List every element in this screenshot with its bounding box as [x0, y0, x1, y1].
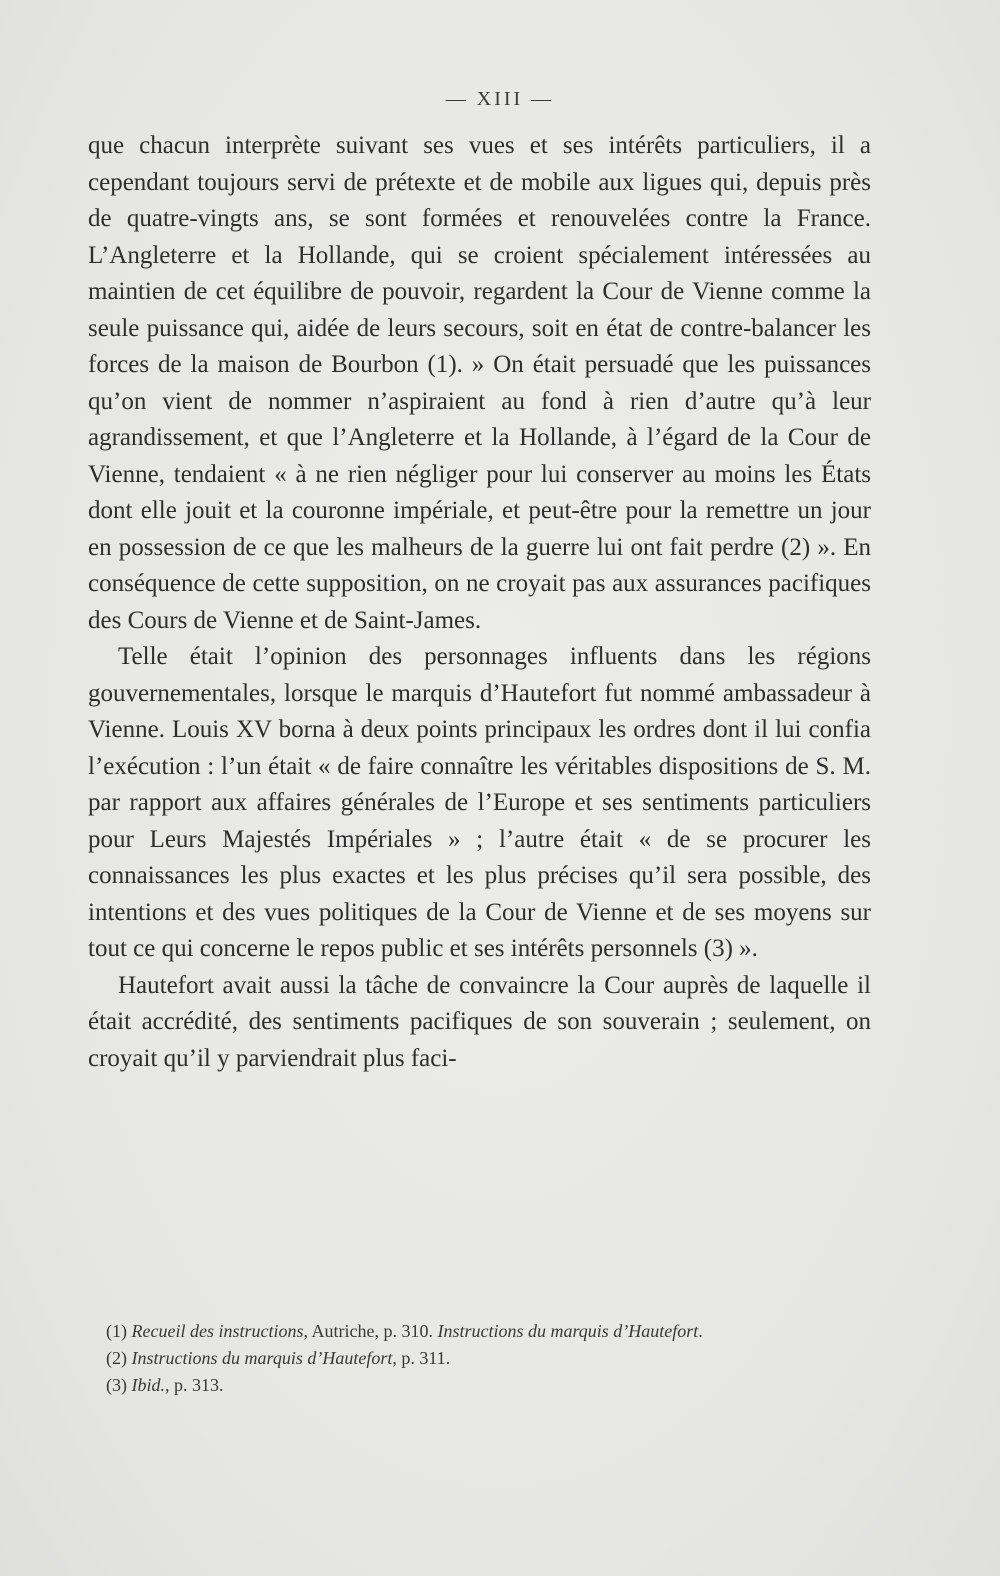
footnote-text: , p. 313.: [165, 1375, 224, 1395]
paragraph-hautefort-appointment: Telle était l’opinion des personnages influents dans les régions gouvernementales, lorsque le marquis d’Hautefort fut nommé ambassadeur à Vienne. Louis XV borna à deux points principaux les ordres dont il lui confia l’exécution : l’un était « de faire connaître les véritables dispositions de S. M. par rapport aux affaires générales de l’Europe et ses sentiments particuliers pour Leurs Majestés Impériales » ; l’autre était « de se procurer les connaissances les plus exactes et les plus précises qu’il sera possible, des intentions et des vues politiques de la Cour de Vienne et de ses moyens sur tout ce qui concerne le repos public et ses intérêts personnels (3) ».: [88, 643, 871, 962]
footnote-title: Instructions du marquis d’Hautefort: [437, 1321, 699, 1341]
footnote-1: [88, 1318, 871, 1345]
paragraph-continued: que chacun interprète suivant ses vues et ses intérêts particuliers, il a cependant toujours servi de prétexte et de mobile aux ligues qui, depuis près de quatre-vingts ans, se sont formées et renouvelées contre la France. L’Angleterre et la Hollande, qui se croient spécialement intéressées au maintien de cet équilibre de pouvoir, regardent la Cour de Vienne comme la seule puissance qui, aidée de leurs secours, soit en état de contre-balancer les forces de la maison de Bourbon (1). » On était persuadé que les puissances qu’on vient de nommer n’aspiraient au fond à rien d’autre qu’à leur agrandissement, et que l’Angleterre et la Hollande, à l’égard de la Cour de Vienne, tendaient « à ne rien négliger pour lui conserver au moins les États dont elle jouit et la couronne impériale, et peut-être pour la remettre un jour en possession de ce que les malheurs de la guerre lui ont fait perdre (2) ». En conséquence de cette supposition, on ne croyait pas aux assurances pacifiques des Cours de Vienne et de Saint-James.: [88, 132, 871, 634]
paragraph-hautefort-task: Hautefort avait aussi la tâche de convaincre la Cour auprès de laquelle il était accrédité, des sentiments pacifiques de son souverain ; seulement, on croyait qu’il y parviendrait plus faci-: [88, 971, 871, 1072]
footnote-marker: (1): [106, 1321, 127, 1341]
footnote-title: Ibid.: [131, 1375, 165, 1395]
footnote-2: [88, 1345, 871, 1372]
page-number-header: — XIII —: [445, 88, 555, 110]
footnote-marker: (2): [106, 1348, 127, 1368]
footnote-title: Instructions du marquis d’Hautefort: [131, 1348, 393, 1368]
footnote-3: [88, 1372, 871, 1399]
main-text-block: [88, 128, 871, 1077]
footnote-text: .: [698, 1321, 703, 1341]
footnote-title: Recueil des instructions: [131, 1321, 304, 1341]
footnote-marker: (3): [106, 1375, 127, 1395]
footnote-text: , Autriche, p. 310.: [303, 1321, 438, 1341]
footnotes-block: [88, 1318, 871, 1399]
footnote-text: , p. 311.: [392, 1348, 451, 1368]
